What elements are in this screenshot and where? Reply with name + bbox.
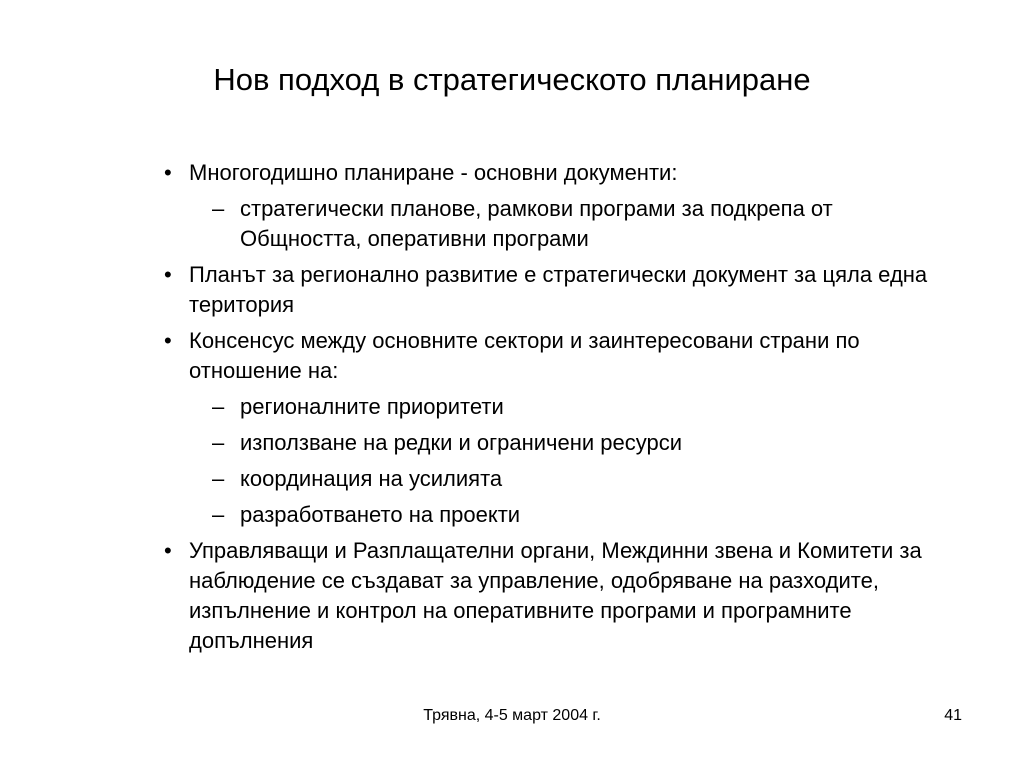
dash-marker: – — [212, 196, 225, 221]
list-item — [160, 536, 940, 656]
page-number: 41 — [944, 707, 962, 724]
list-item-text: координация на усилията — [240, 466, 503, 491]
dash-marker: – — [212, 394, 225, 419]
sub-list-item — [160, 428, 940, 458]
bullet-marker: • — [164, 262, 172, 287]
list-item — [160, 260, 940, 320]
sub-list-item — [160, 464, 940, 494]
bullet-list — [160, 158, 940, 662]
list-item — [160, 326, 940, 386]
sub-list-item — [160, 194, 940, 254]
list-item-text: Консенсус между основните сектори и заинтересовани страни по отношение на: — [189, 328, 860, 383]
dash-marker: – — [212, 430, 225, 455]
sub-list-item — [160, 392, 940, 422]
list-item-text: използване на редки и ограничени ресурси — [240, 430, 683, 455]
sub-list-item — [160, 500, 940, 530]
list-item — [160, 158, 940, 188]
list-item-text: Планът за регионално развитие е стратегически документ за цяла една територия — [189, 262, 928, 317]
list-item-text: стратегически планове, рамкови програми за подкрепа от Общността, оперативни програми — [240, 196, 833, 251]
list-item-text: разработването на проекти — [240, 502, 521, 527]
dash-marker: – — [212, 502, 225, 527]
list-item-text: регионалните приоритети — [240, 394, 504, 419]
bullet-marker: • — [164, 538, 172, 563]
slide-title: Нов подход в стратегическото планиране — [213, 62, 811, 97]
list-item-text: Многогодишно планиране - основни документи: — [189, 160, 678, 185]
slide-footer: Трявна, 4-5 март 2004 г. — [423, 707, 601, 724]
dash-marker: – — [212, 466, 225, 491]
bullet-marker: • — [164, 160, 172, 185]
bullet-marker: • — [164, 328, 172, 353]
list-item-text: Управляващи и Разплащателни органи, Междинни звена и Комитети за наблюдение се създават за управление, одобряване на разходите, изпълнение и контрол на оперативните програми и програмните допълнения — [189, 538, 922, 653]
